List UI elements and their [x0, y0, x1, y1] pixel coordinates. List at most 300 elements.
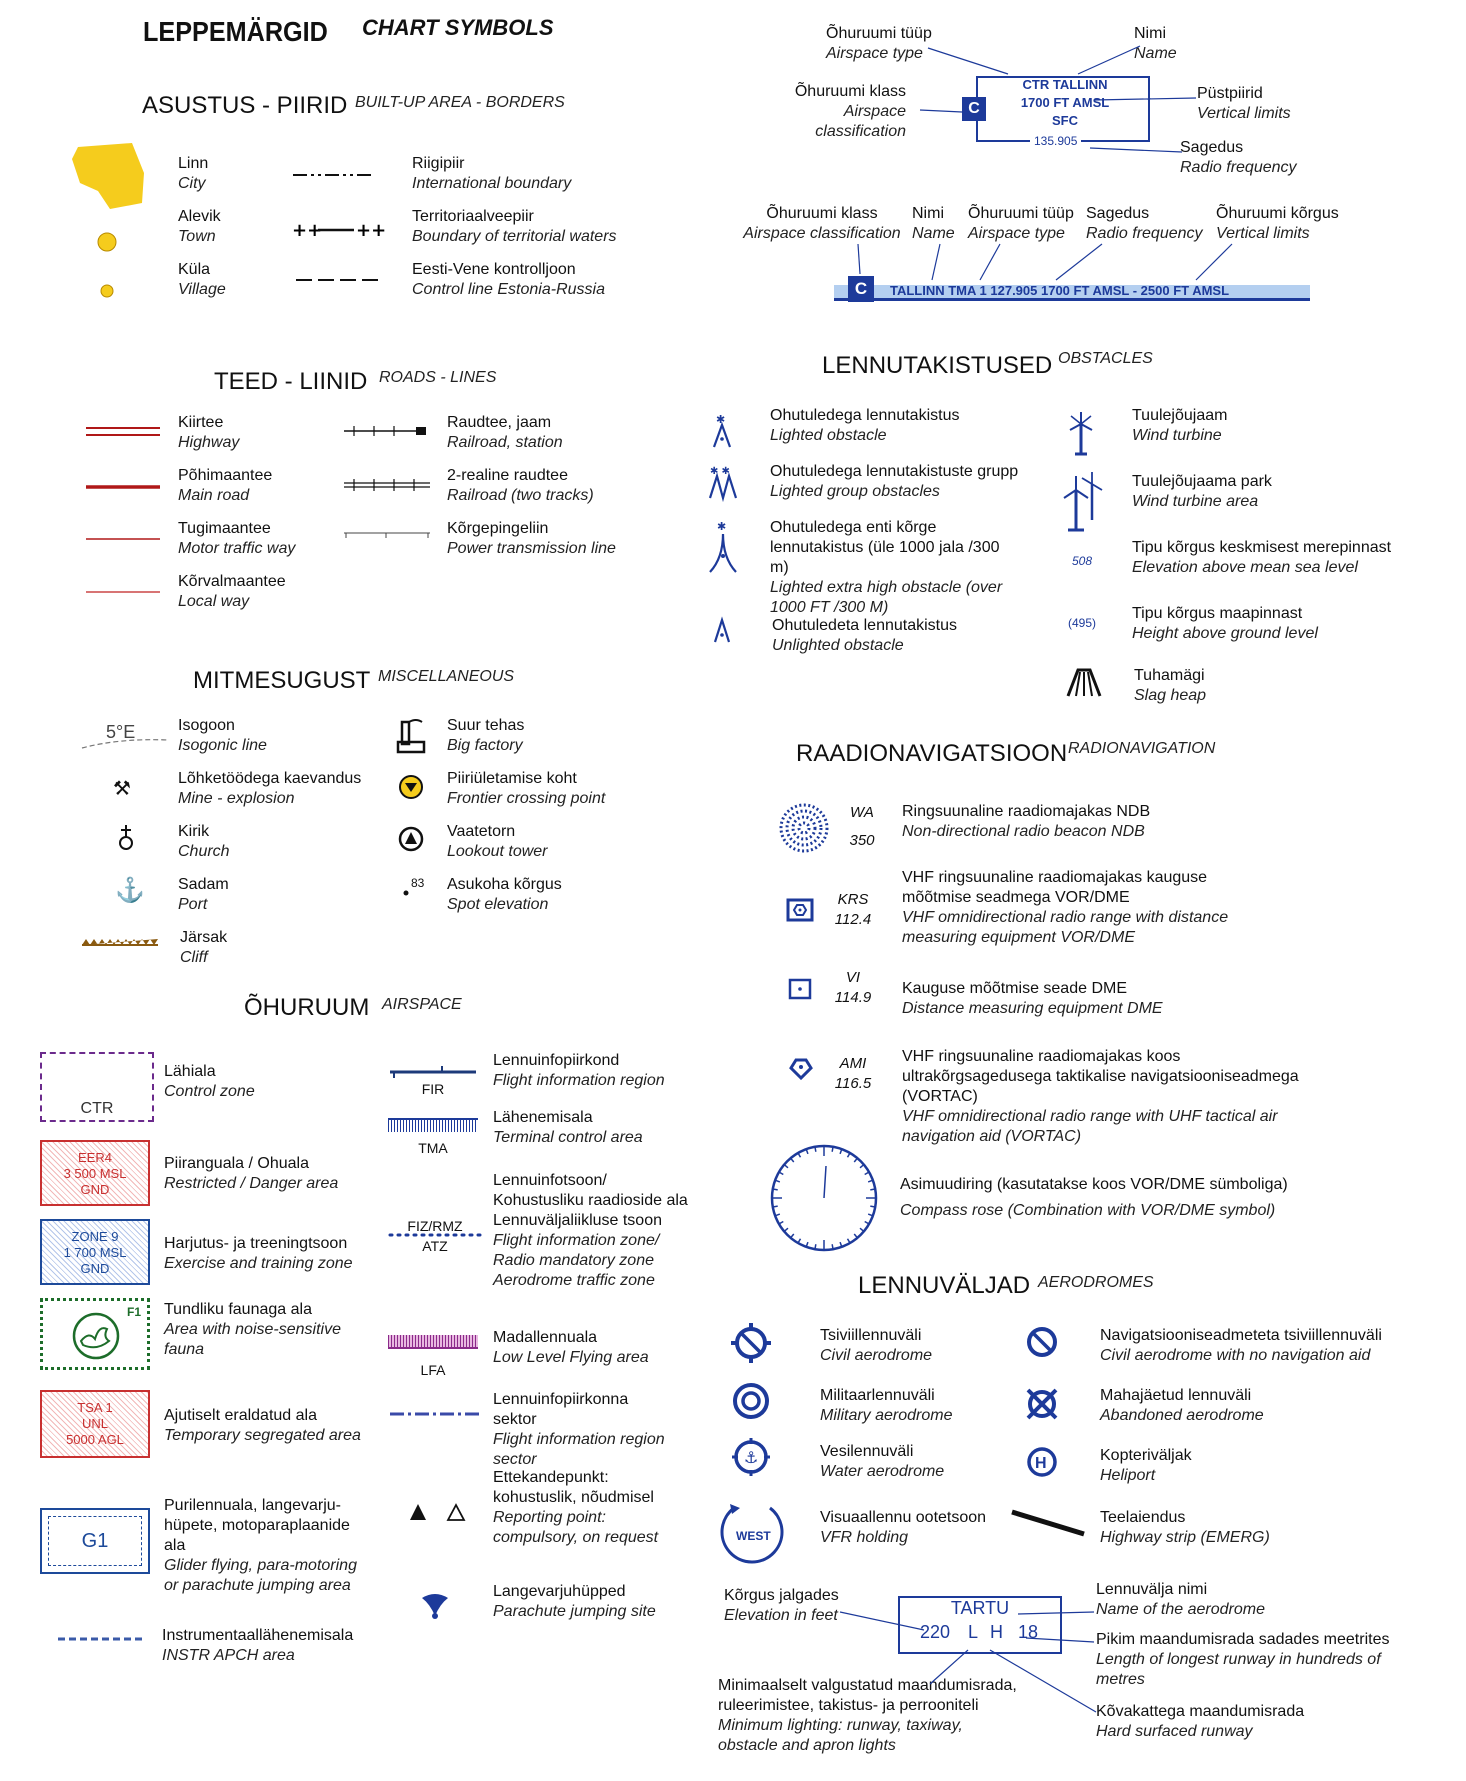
legend-et: 2-realine raudtee — [447, 467, 568, 484]
page-title: LEPPEMÄRGID — [143, 16, 328, 47]
legend-en: Flight information region sector — [493, 1431, 665, 1468]
tsa-line-1: TSA 1 — [77, 1400, 113, 1415]
tsa-symbol — [40, 1390, 150, 1458]
svg-text:++: ++ — [292, 220, 323, 241]
legend-en: Power transmission line — [447, 540, 616, 557]
legend-en: Main road — [178, 487, 250, 504]
legend-et: Ettekandepunkt: kohustuslik, nõudmisel — [493, 1469, 654, 1506]
ndb-icon — [778, 802, 830, 854]
legend-en: Height above ground level — [1132, 625, 1318, 642]
legend-en: Name — [912, 225, 955, 242]
airspace-title: ÕHURUUM — [244, 994, 370, 1021]
legend-en: Vertical limits — [1197, 105, 1291, 122]
legend-en: Flight information zone/ Radio mandatory zone Aerodrome traffic zone — [493, 1232, 660, 1289]
legend-en: Mine - explosion — [178, 790, 295, 807]
legend-et: Õhuruumi kõrgus — [1216, 205, 1339, 222]
legend-lookout — [447, 822, 727, 862]
legend-et: Raudtee, jaam — [447, 414, 552, 431]
fiz-label: FIZ/RMZ — [407, 1218, 463, 1234]
compass-tick — [773, 1206, 778, 1207]
frontier-crossing-icon — [398, 774, 424, 800]
legend-et: Kopteriväljak — [1100, 1447, 1192, 1464]
legend-en: Low Level Flying area — [493, 1349, 649, 1366]
unlighted-obstacle-icon — [712, 618, 732, 644]
legend-power-line — [447, 519, 727, 559]
roads-title: TEED - LIINID — [214, 368, 368, 395]
legend-en: Restricted / Danger area — [164, 1175, 339, 1192]
legend-tma — [493, 1108, 773, 1148]
legend-en: Lighted extra high obstacle (over 1000 FT /300 M) — [770, 579, 1003, 616]
legend-elevation-msl — [1132, 538, 1452, 578]
legend-en: Wind turbine — [1132, 427, 1222, 444]
legend-en: Abandoned aerodrome — [1100, 1407, 1264, 1424]
ad-rwy-annotation — [1096, 1630, 1396, 1690]
vor-ident: KRS — [837, 891, 869, 908]
aerodromes-subtitle: AERODROMES — [1038, 1274, 1154, 1291]
legend-et: Ohutuledega lennutakistus — [770, 407, 960, 424]
isogonic-line-symbol — [80, 718, 170, 752]
dme-ident: VI — [845, 969, 861, 986]
highway-strip-icon — [1008, 1508, 1088, 1538]
tma-symbol — [388, 1118, 478, 1132]
atz-label: ATZ — [422, 1238, 448, 1254]
legend-et: Kõrvalmaantee — [178, 573, 286, 590]
legend-et: Õhuruumi tüüp — [826, 25, 932, 42]
highway-line — [86, 426, 160, 438]
legend-et: Purilennuala, langevarju-hüpete, motoparaplaanide ala — [164, 1497, 350, 1554]
bar-name-annotation — [912, 204, 955, 244]
compass-tick — [791, 1158, 794, 1162]
legend-et: Ringsuunaline raadiomajakas NDB — [902, 803, 1151, 820]
legend-wind-turbine — [1132, 406, 1412, 446]
ad-elev: 220 — [920, 1622, 951, 1642]
box-line-1: CTR TALLINN — [1022, 77, 1108, 92]
legend-height-agl — [1132, 604, 1412, 644]
vortac-id — [828, 1054, 878, 1094]
legend-vor-dme — [902, 868, 1232, 948]
isogon-label: 5°E — [106, 722, 136, 742]
legend-en: Control zone — [164, 1083, 255, 1100]
legend-et: Vaatetorn — [447, 823, 516, 840]
compass-tick — [773, 1189, 778, 1190]
church-icon — [116, 823, 136, 853]
bar-class-annotation — [742, 204, 902, 244]
aerodromes-title: LENNUVÄLJAD — [858, 1272, 1031, 1299]
ndb-freq: 350 — [849, 832, 875, 849]
town-symbol — [96, 231, 118, 253]
legend-et: Navigatsiooniseadmeteta tsiviillennuväli — [1100, 1327, 1382, 1344]
zone-line-1: ZONE 9 — [71, 1229, 119, 1244]
legend-et: Piiriületamise koht — [447, 770, 577, 787]
svg-text:H: H — [1035, 1455, 1047, 1472]
heliport-icon — [1026, 1446, 1058, 1478]
legend-en: Flight information region — [493, 1072, 665, 1089]
ad-hard: H — [990, 1622, 1003, 1642]
lfa-symbol — [388, 1335, 478, 1349]
legend-et: Nimi — [1134, 25, 1166, 42]
bar-type-annotation — [968, 204, 1074, 244]
legend-en: Name of the aerodrome — [1096, 1601, 1265, 1618]
legend-glider — [164, 1496, 374, 1596]
legend-et: Tipu kõrgus maapinnast — [1132, 605, 1303, 622]
legend-local-way — [178, 572, 458, 612]
ad-rwy-length: 18 — [1018, 1622, 1039, 1642]
legend-en: Hard surfaced runway — [1096, 1723, 1253, 1740]
legend-et: Sadam — [178, 876, 229, 893]
legend-et: Püstpiirid — [1197, 85, 1263, 102]
parachute-icon — [420, 1592, 450, 1620]
legend-en: Elevation in feet — [724, 1607, 838, 1624]
lighted-obstacle-icon — [710, 413, 734, 449]
legend-et: Kauguse mõõtmise seade DME — [902, 980, 1127, 997]
fir-line — [390, 1066, 476, 1080]
legend-et: Ohutuledega lennutakistuste grupp — [770, 463, 1019, 480]
legend-en: Military aerodrome — [820, 1407, 953, 1424]
legend-et: Kõvakattega maandumisrada — [1096, 1703, 1305, 1720]
ad-name: TARTU — [950, 1598, 1010, 1618]
bar-freq-annotation — [1086, 204, 1203, 244]
legend-et: Minimaalselt valgustatud maandumisrada, ruleerimistee, takistus- ja perrooniteli — [718, 1677, 1017, 1714]
legend-et: Visuaallennu ootetsoon — [820, 1509, 987, 1526]
west-label: WEST — [736, 1529, 771, 1543]
bar-height-annotation — [1216, 204, 1339, 244]
legend-en: Glider flying, para-motoring or parachute jumping area — [164, 1557, 357, 1594]
ad-lighting: L — [968, 1622, 979, 1642]
legend-et: Harjutus- ja treeningtsoon — [164, 1235, 348, 1252]
legend-en: International boundary — [412, 175, 572, 192]
compass-tick — [832, 1147, 833, 1152]
compass-rose-icon — [770, 1144, 878, 1252]
legend-railroad — [447, 413, 727, 453]
legend-en: Exercise and training zone — [164, 1255, 353, 1272]
legend-et: Põhimaantee — [178, 467, 273, 484]
legend-dme — [902, 979, 1242, 1019]
legend-abandoned — [1100, 1386, 1380, 1426]
legend-et: Tipu kõrgus keskmisest merepinnast — [1132, 539, 1392, 556]
legend-en: Port — [178, 896, 208, 913]
legend-et: Piiranguala / Ohuala — [164, 1155, 309, 1172]
legend-et: Kirik — [178, 823, 210, 840]
railroad-line — [344, 424, 430, 438]
svg-text:✱: ✱ — [717, 520, 727, 533]
tsa-line-2: UNL — [81, 1416, 108, 1431]
legend-et: Asukoha kõrgus — [447, 876, 562, 893]
legend-civil-no-navaid — [1100, 1326, 1420, 1366]
lfa-label: LFA — [420, 1362, 446, 1378]
vfr-holding-icon — [716, 1498, 788, 1568]
box-class-annotation — [756, 82, 906, 142]
legend-en: Wind turbine area — [1132, 493, 1259, 510]
slag-heap-icon — [1066, 668, 1102, 698]
legend-water-aerodrome — [820, 1442, 1100, 1482]
legend-en: Airspace classification — [743, 225, 901, 242]
compass-tick — [860, 1228, 864, 1231]
legend-cliff — [180, 928, 460, 968]
legend-en: Airspace type — [968, 225, 1065, 242]
legend-et: VHF ringsuunaline raadiomajakas kauguse mõõtmise seadmega VOR/DME — [902, 869, 1208, 906]
legend-en: Name — [1134, 45, 1177, 62]
legend-et: Isogoon — [178, 717, 235, 734]
restricted-line-2: 3 500 MSL — [63, 1166, 127, 1181]
svg-text:✱: ✱ — [716, 413, 726, 426]
legend-et: Ajutiselt eraldatud ala — [164, 1407, 317, 1424]
roads-subtitle: ROADS - LINES — [379, 369, 497, 386]
obstacles-subtitle: OBSTACLES — [1058, 350, 1153, 367]
two-track-railroad-line — [344, 478, 430, 492]
legend-en: Vertical limits — [1216, 225, 1310, 242]
legend-et: Lennuinfotsoon/ Kohustusliku raadioside ala Lennuväljaliikluse tsoon — [493, 1172, 688, 1229]
ndb-ident: WA — [850, 804, 874, 821]
zone-line-2: 1 700 MSL — [63, 1245, 127, 1260]
legend-et: Tuhamägi — [1134, 667, 1205, 684]
legend-en: Non-directional radio beacon NDB — [902, 823, 1145, 840]
legend-en: Unlighted obstacle — [772, 637, 904, 654]
legend-ndb — [902, 802, 1242, 842]
legend-instr-apch — [162, 1626, 442, 1666]
military-aerodrome-icon — [732, 1382, 770, 1420]
legend-en: Civil aerodrome — [820, 1347, 933, 1364]
legend-et: Riigipiir — [412, 155, 465, 172]
legend-lighted-obstacle — [770, 406, 1050, 446]
legend-et: Lähiala — [164, 1063, 216, 1080]
ad-hard-annotation — [1096, 1702, 1304, 1742]
legend-en: Motor traffic way — [178, 540, 296, 557]
cliff-symbol — [82, 937, 158, 947]
exercise-zone-symbol — [40, 1219, 150, 1285]
spot-elevation-icon — [402, 876, 432, 898]
legend-unlighted — [772, 616, 1052, 656]
legend-en: Lighted group obstacles — [770, 483, 940, 500]
ctr-label: CTR — [80, 1100, 114, 1117]
legend-en: Control line Estonia-Russia — [412, 281, 605, 298]
legend-et: Vesilennuväli — [820, 1443, 914, 1460]
vortac-ident: AMI — [839, 1055, 867, 1072]
ndb-id — [840, 799, 884, 855]
restricted-line-3: GND — [80, 1182, 110, 1197]
motor-traffic-way-line — [86, 537, 160, 541]
instr-apch-line — [58, 1636, 142, 1642]
legend-en: Frontier crossing point — [447, 790, 606, 807]
legend-en: Reporting point: compulsory, on request — [493, 1509, 659, 1546]
legend-spot-elevation — [447, 875, 727, 915]
dme-icon — [788, 978, 812, 1000]
power-line — [344, 530, 430, 540]
legend-en: Minimum lighting: runway, taxiway, obstacle and apron lights — [718, 1717, 963, 1754]
legend-et: Madallennuala — [493, 1329, 598, 1346]
svg-text:✱ ✱: ✱ ✱ — [710, 466, 730, 477]
compass-tick — [870, 1206, 875, 1207]
legend-et: Järsak — [180, 929, 228, 946]
svg-text:⚓: ⚓ — [744, 1448, 759, 1467]
legend-et: Tugimaantee — [178, 520, 271, 537]
legend-en: Railroad (two tracks) — [447, 487, 594, 504]
legend-en: Lookout tower — [447, 843, 548, 860]
legend-et: Asimuudiring (kasutatakse koos VOR/DME sümboliga) — [900, 1176, 1288, 1193]
legend-en: Local way — [178, 593, 250, 610]
bar-class-badge: C — [848, 276, 874, 302]
misc-subtitle: MISCELLANEOUS — [378, 668, 515, 685]
legend-two-track — [447, 466, 727, 506]
legend-reporting-point — [493, 1468, 673, 1548]
box-line-3: SFC — [1052, 113, 1078, 128]
airspace-bar-leaders — [840, 244, 1240, 284]
legend-et: Lõhketöödega kaevandus — [178, 770, 362, 787]
control-line — [296, 276, 378, 284]
legend-fiz — [493, 1171, 693, 1291]
legend-extra-high — [770, 518, 1020, 618]
legend-et: Lennuinfopiirkond — [493, 1052, 620, 1069]
legend-et: Sagedus — [1180, 139, 1244, 156]
compass-tick — [784, 1228, 788, 1231]
class-c-badge: C — [962, 97, 986, 121]
vor-freq: 112.4 — [834, 911, 872, 928]
legend-en: Big factory — [447, 737, 523, 754]
bird-icon — [71, 1311, 121, 1361]
legend-et: Teelaiendus — [1100, 1509, 1186, 1526]
legend-et: Sagedus — [1086, 205, 1150, 222]
legend-en: Spot elevation — [447, 896, 549, 913]
vortac-icon — [788, 1058, 814, 1082]
legend-en: Village — [178, 281, 226, 298]
legend-en: Railroad, station — [447, 434, 563, 451]
zone-line-3: GND — [80, 1261, 110, 1276]
legend-et: Alevik — [178, 208, 221, 225]
legend-en: Length of longest runway in hundreds of metres — [1096, 1651, 1381, 1688]
legend-en: Temporary segregated area — [164, 1427, 361, 1444]
fauna-label: F1 — [126, 1305, 141, 1319]
civil-aerodrome-icon — [730, 1322, 772, 1364]
radionav-subtitle: RADIONAVIGATION — [1068, 740, 1216, 757]
legend-en: Town — [178, 228, 216, 245]
international-boundary-line — [293, 170, 375, 180]
legend-intl-boundary — [412, 154, 692, 194]
legend-et: Tundliku faunaga ala — [164, 1301, 312, 1318]
restricted-area-symbol — [40, 1140, 150, 1206]
legend-lighted-group — [770, 462, 1050, 502]
elevation-sample: 508 — [1072, 554, 1093, 568]
legend-et: Linn — [178, 155, 209, 172]
legend-en: Lighted obstacle — [770, 427, 887, 444]
glider-area-symbol — [40, 1508, 150, 1574]
legend-en: Slag heap — [1134, 687, 1207, 704]
legend-frontier — [447, 769, 727, 809]
legend-en: Boundary of territorial waters — [412, 228, 617, 245]
airspace-bar-text: TALLINN TMA 1 127.905 1700 FT AMSL - 2500 FT AMSL — [890, 283, 1230, 298]
city-symbol — [72, 143, 152, 213]
legend-et: Nimi — [912, 205, 944, 222]
radionav-title: RAADIONAVIGATSIOON — [796, 740, 1068, 767]
anchor-icon: ⚓ — [115, 877, 145, 904]
legend-en: Distance measuring equipment DME — [902, 1000, 1163, 1017]
legend-heliport — [1100, 1446, 1380, 1486]
legend-fir-sector — [493, 1390, 673, 1470]
compass-tick — [860, 1165, 864, 1168]
legend-factory — [447, 716, 727, 756]
legend-en: Cliff — [180, 949, 208, 966]
legend-et: Territoriaalveepiir — [412, 208, 534, 225]
legend-fauna — [164, 1300, 344, 1360]
box-freq: 135.905 — [1030, 134, 1081, 148]
legend-territorial — [412, 207, 692, 247]
legend-wind-turbine-area — [1132, 472, 1412, 512]
box-line-2: 1700 FT AMSL — [1020, 95, 1110, 110]
legend-en: Civil aerodrome with no navigation aid — [1100, 1347, 1371, 1364]
legend-control-line — [412, 260, 692, 300]
ad-name-annotation — [1096, 1580, 1265, 1620]
legend-en: Airspace type — [826, 45, 923, 62]
builtup-title: ASUSTUS - PIIRID — [142, 92, 348, 119]
legend-en: Water aerodrome — [820, 1463, 945, 1480]
ad-elev-annotation — [724, 1586, 839, 1626]
legend-vortac — [902, 1047, 1322, 1147]
fir-label: FIR — [421, 1081, 445, 1097]
reporting-point-icons — [410, 1502, 466, 1522]
abandoned-aerodrome-icon — [1024, 1386, 1060, 1422]
compass-tick — [815, 1244, 816, 1249]
legend-et: Tuulejõujaama park — [1132, 473, 1272, 490]
legend-et: Õhuruumi tüüp — [968, 205, 1074, 222]
legend-et: Langevarjuhüpped — [493, 1583, 626, 1600]
compass-tick — [854, 1158, 857, 1162]
misc-title: MITMESUGUST — [193, 667, 371, 694]
civil-no-navaid-icon — [1026, 1326, 1058, 1358]
tsa-line-3: 5000 AGL — [66, 1432, 124, 1447]
legend-et: Pikim maandumisrada sadades meetrites — [1096, 1631, 1390, 1648]
legend-en: Airspace classification — [815, 103, 906, 140]
legend-et: Ohutuledega enti kõrge lennutakistus (üle 1000 jala /300 m) — [770, 519, 1000, 576]
lighted-extra-high-obstacle-icon — [706, 518, 740, 574]
legend-et: Kõrgepingeliin — [447, 520, 549, 537]
compass-tick — [854, 1234, 857, 1238]
legend-et: Õhuruumi klass — [766, 205, 878, 222]
legend-en: City — [178, 175, 206, 192]
water-aerodrome-icon — [732, 1438, 770, 1476]
glider-label: G1 — [81, 1530, 109, 1552]
legend-en: Radio frequency — [1180, 159, 1297, 176]
compass-tick — [784, 1165, 788, 1168]
legend-et: Mahajäetud lennuväli — [1100, 1387, 1252, 1404]
legend-et: Õhuruumi klass — [794, 83, 906, 100]
legend-en: Heliport — [1100, 1467, 1156, 1484]
builtup-subtitle: BUILT-UP AREA - BORDERS — [355, 94, 565, 111]
legend-en: VHF omnidirectional radio range with UHF tactical air navigation aid (VORTAC) — [902, 1108, 1278, 1145]
legend-fir — [493, 1051, 773, 1091]
legend-et: Suur tehas — [447, 717, 525, 734]
compass-tick — [791, 1234, 794, 1238]
legend-en: Compass rose (Combination with VOR/DME symbol) — [900, 1202, 1276, 1219]
airspace-box-text — [990, 76, 1140, 130]
legend-et: Kiirtee — [178, 414, 224, 431]
legend-en: Church — [178, 843, 230, 860]
lookout-tower-icon — [398, 826, 424, 852]
spot-elev-label: 83 — [411, 876, 425, 890]
legend-en: Highway — [178, 434, 240, 451]
legend-en: Isogonic line — [178, 737, 267, 754]
compass-tick — [870, 1189, 875, 1190]
height-sample: (495) — [1068, 616, 1097, 630]
obstacles-title: LENNUTAKISTUSED — [822, 352, 1053, 379]
vor-id — [828, 890, 878, 930]
legend-et: Eesti-Vene kontrolljoon — [412, 261, 576, 278]
legend-compass-rose — [900, 1172, 1320, 1224]
lighted-group-obstacle-icon — [708, 464, 738, 500]
legend-et: Küla — [178, 261, 211, 278]
legend-et: Tsiviillennuväli — [820, 1327, 922, 1344]
ctr-symbol — [40, 1052, 154, 1122]
tma-label: TMA — [418, 1140, 448, 1156]
airspace-subtitle: AIRSPACE — [382, 996, 462, 1013]
local-way-line — [86, 590, 160, 594]
